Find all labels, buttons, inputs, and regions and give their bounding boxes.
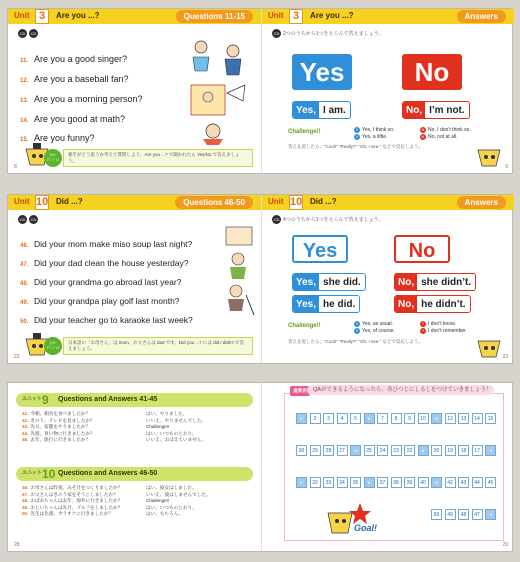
cd-icon: CD: [273, 31, 280, 36]
progress-cell: 5: [350, 413, 361, 424]
unit-title: Did ...?: [310, 197, 337, 206]
header-bar: [262, 195, 514, 210]
progress-cell: 4: [337, 413, 348, 424]
questions-pill: Questions 46-50: [175, 196, 253, 209]
progress-cell: U: [350, 445, 361, 456]
answer-yes: Yes, he did.: [292, 295, 360, 313]
answers-pill: Answers: [457, 196, 506, 209]
progress-cell: 49: [445, 509, 456, 520]
progress-cell: 9: [404, 413, 415, 424]
challenge-no-list: N No, I don’t think so. N No, not at all.: [421, 127, 471, 140]
cd-icon: CD: [273, 217, 280, 222]
answer-yes: Yes, I am.: [292, 101, 351, 119]
advice-note: 日本語の「お母さん」は mom、お父さんは dad です。Did you ...? には did / didn’t で答えましょう。: [63, 337, 253, 355]
mascot-icon: [474, 144, 504, 170]
unit-number: 3: [35, 9, 49, 24]
progress-cell: 38: [391, 477, 402, 488]
progress-cell: 7: [377, 413, 388, 424]
page-number: 22: [14, 354, 20, 360]
progress-cell: 24: [377, 445, 388, 456]
progress-cell: 15: [485, 413, 496, 424]
question-line: 48. Did your grandma go abroad last year?: [20, 277, 182, 287]
unit-number: 10: [36, 196, 49, 208]
unit-label: Unit: [14, 11, 30, 20]
unit-label: Unit: [14, 197, 30, 206]
answer-key-answers: はい、やりました。 いいえ、やりませんでした。 Challenge!! はい、いつものとおり。 いいえ、おぼえていません。: [146, 411, 207, 442]
section-bar: ユニット 10 Questions and Answers 46-50: [16, 467, 253, 481]
audio-tracks: [18, 215, 40, 224]
answer-key-list: 41. 今朝、朝食を食べましたか？ 42. きのう、テレビを見ましたか？ 43. 先日、宿題をやりましたか？ 44. 先週、買い物に行きましたか？ 45. 去年、旅行に行きましたか？: [22, 411, 95, 442]
question-line: 50. Did your teacher go to karaoke last week?: [20, 315, 193, 325]
spread-unit-3: [7, 8, 513, 174]
progress-cell: 37: [377, 477, 388, 488]
progress-cell: 25: [364, 445, 375, 456]
progress-cell: 2: [310, 413, 321, 424]
instruction: CD 2つのうちから1つをえらんで答えましょう。: [273, 30, 384, 37]
instruction-banner: QAができるようになったら、各ひつじにしるしをつけていきましょう！: [307, 385, 494, 395]
tip-text: 答えを返したら、"Cool!" "Really?" "Oh, I see." などで反応しよう。: [288, 339, 423, 344]
progress-cell: 45: [485, 477, 496, 488]
progress-cell: 3: [323, 413, 334, 424]
page-answer-key: [8, 383, 261, 551]
progress-cell: 10: [418, 413, 429, 424]
unit-label: Unit: [268, 197, 284, 206]
page-number: 29: [502, 542, 508, 548]
cd-icon: CD: [19, 31, 26, 36]
page-number: 23: [502, 354, 508, 360]
progress-cell: 32: [310, 477, 321, 488]
question-line: 11. Are you a good singer?: [20, 54, 128, 64]
challenge-label: Challenge!!: [288, 129, 321, 135]
header-bar: [262, 9, 514, 24]
answer-yes: Yes, she did.: [292, 273, 366, 291]
progress-cell: 17: [472, 445, 483, 456]
cd-icon: CD: [30, 217, 37, 222]
cd-icon: CD: [19, 217, 26, 222]
progress-cell: U: [296, 477, 307, 488]
answer-key-list: 46. お母さんは昨夜、みそ汁をつくりましたか？ 47. お父さんはきのう家をそうじしましたか？ 48. おばあちゃんは去年、海外に行きましたか？ 49. おじいちゃんは先月、ゴルフをしましたか？ 50. 先生は先週、カラオケに行きましたか？: [22, 485, 123, 516]
progress-cell: 8: [391, 413, 402, 424]
answers-pill: Answers: [457, 10, 506, 23]
progress-cell: 27: [337, 445, 348, 456]
progress-cell: 13: [458, 413, 469, 424]
unit-number: 3: [289, 9, 303, 24]
mascot-icon: [474, 335, 504, 361]
progress-cell: 48: [458, 509, 469, 520]
question-line: 12. Are you a baseball fan?: [20, 74, 129, 84]
progress-cell: 30: [296, 445, 307, 456]
unit-title: Did ...?: [56, 197, 83, 206]
progress-cell: 19: [445, 445, 456, 456]
progress-cell: 50: [431, 509, 442, 520]
question-line: 14. Are you good at math?: [20, 114, 126, 124]
answer-no: No, she didn’t.: [394, 273, 476, 291]
progress-cell: U: [418, 445, 429, 456]
challenge-other-list: ? I don’t know. ? I don’t remember.: [421, 321, 467, 334]
progress-cell: 28: [323, 445, 334, 456]
progress-cell: 34: [337, 477, 348, 488]
cd-icon: CD: [30, 31, 37, 36]
answer-key-answers: はい、彼女はしました。 いいえ、彼はしませんでした。 Challenge!! はい、いつものとおり。 はい、もちろん。: [146, 485, 211, 516]
unit-title: Are you ...?: [310, 11, 354, 20]
advice-note: 相手がどう思うか考えて質問しよう。Are you ...? で聞かれたら Yes/No で答えましょう。: [63, 149, 253, 167]
goal-text: Goal!: [354, 523, 378, 533]
page-questions: [8, 195, 261, 363]
progress-label: 進度表: [290, 386, 310, 396]
progress-cell: 33: [323, 477, 334, 488]
question-line: 49. Did your grandpa play golf last month?: [20, 296, 180, 306]
progress-cell: 42: [445, 477, 456, 488]
tip-text: 答えを返したら、"Cool!" "Really?" "Oh, I see." などで反応しよう。: [288, 144, 423, 149]
question-line: 13. Are you a morning person?: [20, 94, 143, 104]
challenge-yes-list: Y Yes, I think so. Y Yes, a little.: [355, 127, 395, 140]
page-answers: [261, 195, 514, 363]
illustration-people-icon: [183, 35, 253, 145]
progress-cell: U: [485, 445, 496, 456]
page-number: 28: [14, 542, 20, 548]
page-number: 8: [14, 164, 17, 170]
questions-pill: Questions 11-15: [176, 10, 253, 23]
progress-cell: U: [364, 477, 375, 488]
challenge-yes-list: Y Yes, as usual. Y Yes, of course.: [355, 321, 395, 334]
big-no-card: No: [402, 54, 462, 90]
page-progress-chart: [261, 383, 514, 551]
question-line: 47. Did your dad clean the house yesterday?: [20, 258, 189, 268]
progress-cell: 18: [458, 445, 469, 456]
spread-answer-key-progress: [7, 382, 513, 552]
unit-number: 10: [290, 196, 303, 208]
big-yes-card: Yes: [292, 54, 352, 90]
header-bar: [8, 195, 261, 210]
progress-cell: 20: [431, 445, 442, 456]
page-answers: [261, 9, 514, 173]
progress-cell: U: [485, 509, 496, 520]
progress-cell: U: [431, 477, 442, 488]
progress-cell: 29: [310, 445, 321, 456]
spread-unit-10: [7, 194, 513, 364]
progress-cell: 43: [458, 477, 469, 488]
big-yes-card: Yes: [292, 235, 348, 263]
big-no-card: No: [394, 235, 450, 263]
progress-cell: 44: [472, 477, 483, 488]
progress-cell: 35: [350, 477, 361, 488]
section-bar: ユニット 9 Questions and Answers 41-45: [16, 393, 253, 407]
unit-label: Unit: [268, 11, 284, 20]
progress-cell: 39: [404, 477, 415, 488]
progress-cell: 47: [472, 509, 483, 520]
progress-cell: 40: [418, 477, 429, 488]
progress-cell: 12: [445, 413, 456, 424]
instruction: CD 4つのうちから1つをえらんで答えましょう。: [273, 216, 384, 223]
answer-no: No, he didn’t.: [394, 295, 471, 313]
answer-no: No, I’m not.: [402, 101, 470, 119]
progress-cell: 14: [472, 413, 483, 424]
progress-cell: U: [296, 413, 307, 424]
challenge-label: Challenge!!: [288, 323, 321, 329]
illustration-family-icon: [220, 225, 258, 325]
progress-cell: U: [431, 413, 442, 424]
header-bar: [8, 9, 261, 24]
question-line: 46. Did your mom make miso soup last night?: [20, 239, 193, 249]
progress-cell: 23: [391, 445, 402, 456]
page-number: 9: [505, 164, 508, 170]
progress-cell: U: [364, 413, 375, 424]
hint-badge: ｾﾝﾀｰ ｱﾄﾞﾊﾞｲｽ: [44, 149, 62, 167]
question-line: 15. Are you funny?: [20, 133, 95, 143]
unit-title: Are you ...?: [56, 11, 100, 20]
audio-tracks: [18, 29, 40, 38]
page-questions: [8, 9, 261, 173]
hint-badge: ｾﾝﾀｰ ｱﾄﾞﾊﾞｲｽ: [44, 337, 62, 355]
progress-cell: 22: [404, 445, 415, 456]
